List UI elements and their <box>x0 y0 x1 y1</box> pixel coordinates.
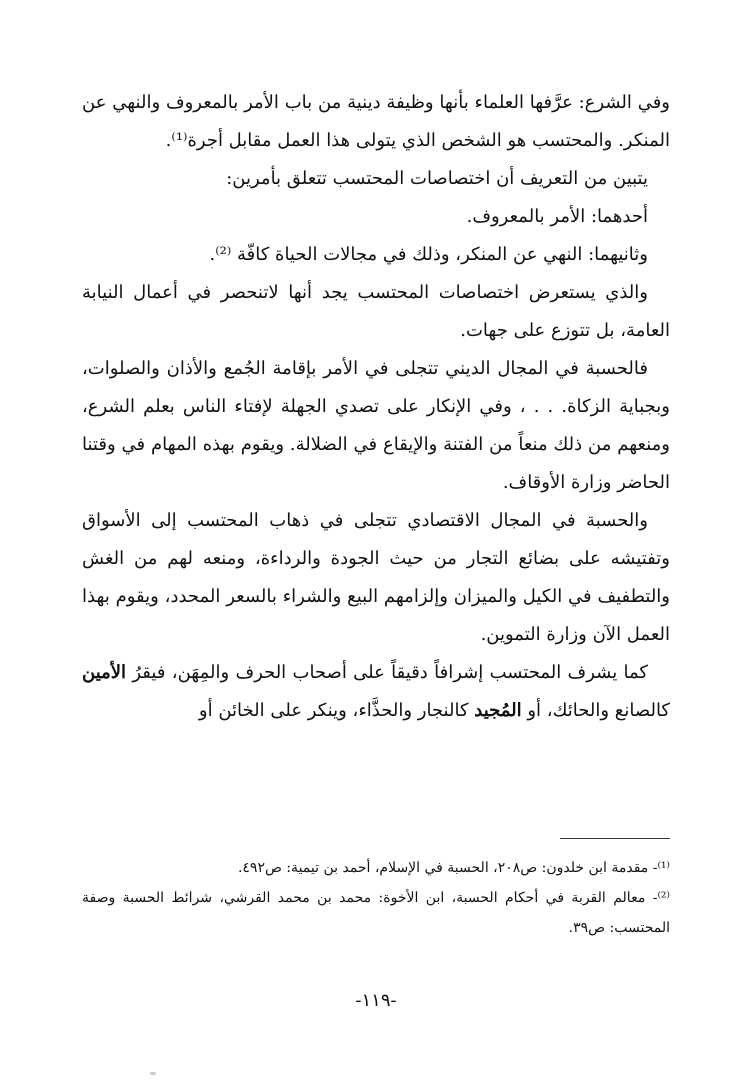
crafts-text-part-1: كما يشرف المحتسب إشرافاً دقيقاً على أصحاب الحرف والمِهَن، فيقرُ <box>126 662 648 683</box>
paragraph-two-matters: يتبين من التعريف أن اختصاصات المحتسب تتعلق بأمرين: <box>226 168 648 189</box>
paragraph-second-matter: وثانيهما: النهي عن المنكر، وذلك في مجالات الحياة كافّة ⁽²⁾. <box>209 244 648 265</box>
main-text <box>82 84 670 730</box>
emphasized-word-amin: الأمين <box>82 662 127 683</box>
paragraph-economic-field: والحسبة في المجال الاقتصادي تتجلى في ذهاب المحتسب إلى الأسواق وتفتيشه على بضائع التجار من حيث الجودة والرداءة، ومنعه لهم من الغش والتطفيف في الكيل والميزان وإلزامهم البيع والشراء بالسعر المحدد، ويقوم بهذا العمل الآن وزارة التموين. <box>82 510 670 645</box>
paragraph-public-prosecution: والذي يستعرض اختصاصات المحتسب يجد أنها لاتنحصر في أعمال النيابة العامة، بل تتوزع على جهات. <box>82 282 670 341</box>
scan-speck <box>150 1072 156 1075</box>
paragraph-religious-field: فالحسبة في المجال الديني تتجلى في الأمر بإقامة الجُمع والأذان والصلوات، وبجباية الزكاة. . . ، وفي الإنكار على تصدي الجهلة لإفتاء الناس بعلم الشرع، ومنعهم من ذلك منعاً من الفتنة والإيقاع في الضلالة. ويقوم بهذه المهام في وقتنا الحاضر وزارة الأوقاف. <box>82 358 670 493</box>
page-number: -١١٩- <box>355 990 397 1011</box>
footnote-2: ⁽²⁾- معالم القربة في أحكام الحسبة، ابن الأخوة: محمد بن محمد القرشي، شرائط الحسبة وصفة المحتسب: ص٣٩. <box>82 890 670 936</box>
paragraph-crafts-supervision <box>82 654 670 730</box>
footnotes <box>82 853 670 943</box>
emphasized-word-mujid: المُجيد <box>474 700 522 721</box>
footnote-divider <box>560 838 670 839</box>
paragraph-sharia-definition: وفي الشرع: عرَّفها العلماء بأنها وظيفة دينية من باب الأمر بالمعروف والنهي عن المنكر. والمحتسب هو الشخص الذي يتولى هذا العمل مقابل أجرة⁽¹⁾. <box>82 92 670 151</box>
crafts-text-part-3: كالنجار والحذَّاء، وينكر على الخائن أو <box>198 700 475 721</box>
crafts-text-part-2: كالصانع والحائك، أو <box>521 700 670 721</box>
footnote-1: ⁽¹⁾- مقدمة ابن خلدون: ص٢٠٨، الحسبة في الإسلام، أحمد بن تيمية: ص٤٩٢. <box>237 860 670 876</box>
paragraph-first-matter: أحدهما: الأمر بالمعروف. <box>466 206 648 227</box>
